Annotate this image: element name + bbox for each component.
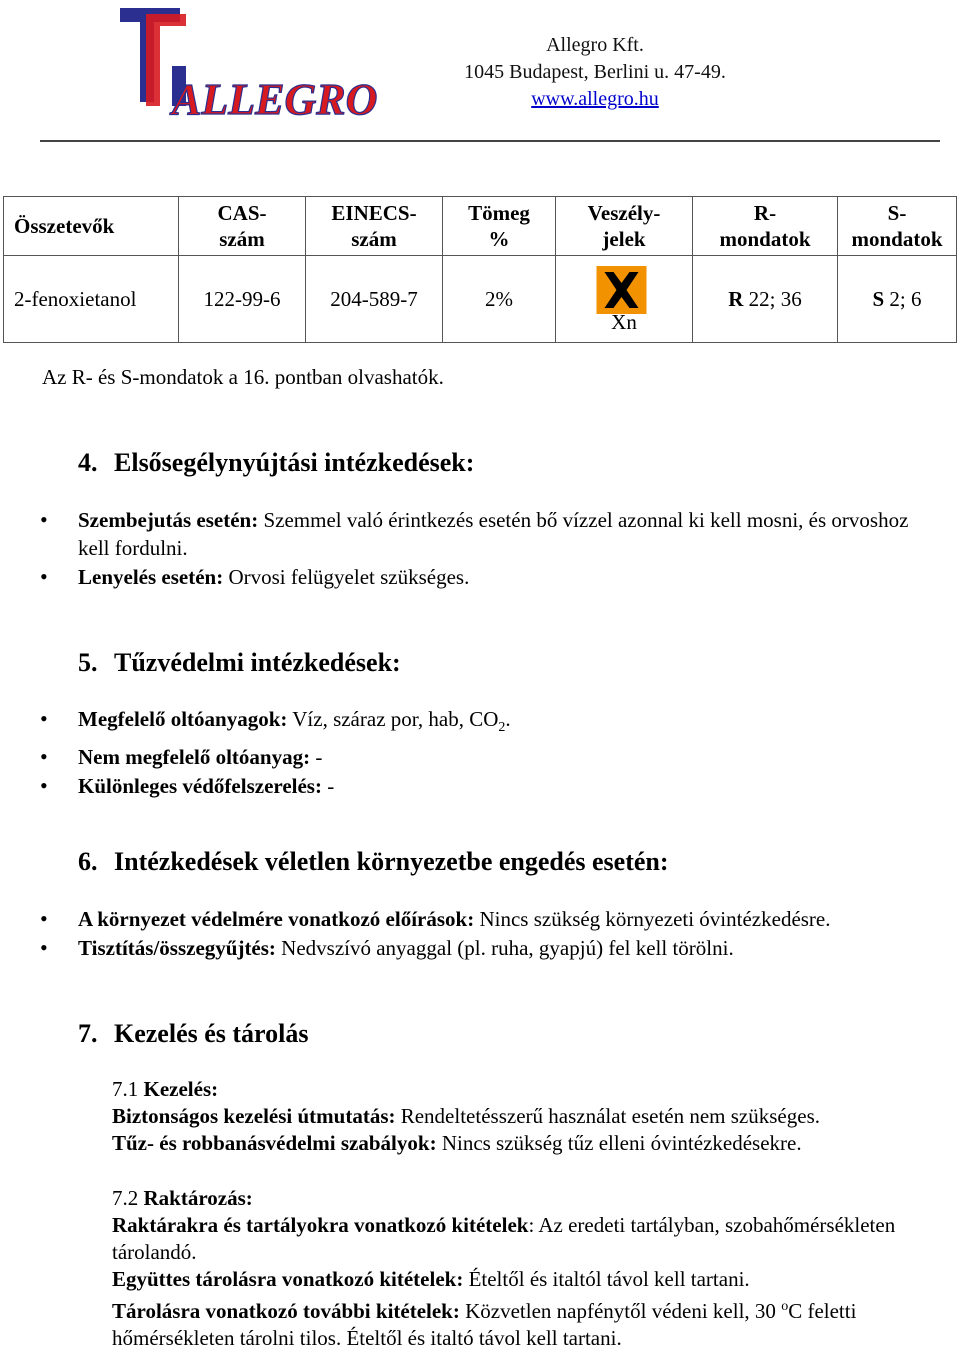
header-cell: Tömeg %: [443, 197, 556, 256]
table-header-row: [4, 197, 957, 256]
cell-r-phrases: R 22; 36: [693, 256, 838, 343]
company-info: [420, 32, 770, 113]
xn-cross-icon: [597, 266, 647, 314]
header-divider: [40, 140, 940, 142]
allegro-logo: [110, 6, 378, 124]
cell-s-phrases: S 2; 6: [838, 256, 957, 343]
header-cell: R- mondatok: [693, 197, 838, 256]
header-cell: Veszély- jelek: [556, 197, 693, 256]
section-4-heading: 4. Elsősegélynyújtási intézkedések:: [78, 448, 475, 477]
section-5-list: [40, 705, 930, 801]
list-item: • Megfelelő oltóanyagok: Víz, száraz por, hab, $CO_2$.: [40, 705, 930, 742]
cell-einecs: 204-589-7: [306, 256, 443, 343]
text-line: Biztonságos kezelési útmutatás: Rendeltetésszerű használat esetén nem szükséges.: [112, 1104, 820, 1128]
text-line: Raktárakra és tartályokra vonatkozó kitételek: Az eredeti tartályban, szobahőmérsékleten tárolandó.: [112, 1213, 896, 1264]
header-cell: Összetevők: [4, 197, 179, 256]
text-line: Tárolásra vonatkozó további kitételek: Közvetlen napfénytől védeni kell, 30 $^o$C feletti hőmérsékleten tárolni tilos. Ételtől és italtó távol kell tartani.: [112, 1299, 857, 1350]
header-cell: EINECS- szám: [306, 197, 443, 256]
phrases-note: Az R- és S-mondatok a 16. pontban olvashatók.: [42, 365, 444, 389]
company-name: Allegro Kft.: [546, 34, 644, 56]
company-website-link[interactable]: www.allegro.hu: [531, 88, 659, 110]
list-item: • Lenyelés esetén: Orvosi felügyelet szükséges.: [40, 563, 930, 591]
cell-cas: 122-99-6: [179, 256, 306, 343]
list-item: • A környezet védelmére vonatkozó előírások: Nincs szükség környezeti óvintézkedésre.: [40, 905, 930, 933]
text-line: Tűz- és robbanásvédelmi szabályok: Nincs szükség tűz elleni óvintézkedésekre.: [112, 1131, 802, 1155]
section-4-list: [40, 506, 930, 592]
subsection-title: 7.2 Raktározás:: [112, 1186, 253, 1210]
composition-table: [3, 196, 957, 343]
text-line: Együttes tárolásra vonatkozó kitételek: Ételtől és italtól távol kell tartani.: [112, 1267, 750, 1291]
cell-mass: 2%: [443, 256, 556, 343]
list-item: • Különleges védőfelszerelés: -: [40, 772, 930, 800]
subsection-title: 7.1 Kezelés:: [112, 1077, 219, 1101]
table-row: [4, 256, 957, 343]
subsection-7-2: [112, 1185, 932, 1352]
company-address: 1045 Budapest, Berlini u. 47-49.: [464, 61, 726, 83]
hazard-label: Xn: [611, 310, 637, 334]
section-5-heading: 5. Tűzvédelmi intézkedések:: [78, 648, 401, 677]
section-6-heading: 6. Intézkedések véletlen környezetbe engedés esetén:: [78, 847, 669, 876]
header-cell: CAS- szám: [179, 197, 306, 256]
logo-text: ALLEGRO: [172, 75, 378, 124]
list-item: • Nem megfelelő oltóanyag: -: [40, 743, 930, 771]
section-7-heading: 7. Kezelés és tárolás: [78, 1019, 309, 1048]
cell-hazard: [556, 256, 693, 343]
header-cell: S- mondatok: [838, 197, 957, 256]
subsection-7-1: [112, 1076, 932, 1157]
list-item: • Szembejutás esetén: Szemmel való érintkezés esetén bő vízzel azonnal ki kell mosni, és orvoshoz kell fordulni.: [40, 506, 930, 562]
list-item: • Tisztítás/összegyűjtés: Nedvszívó anyaggal (pl. ruha, gyapjú) fel kell törölni.: [40, 934, 930, 962]
cell-component: 2-fenoxietanol: [4, 256, 179, 343]
section-6-list: [40, 905, 930, 963]
